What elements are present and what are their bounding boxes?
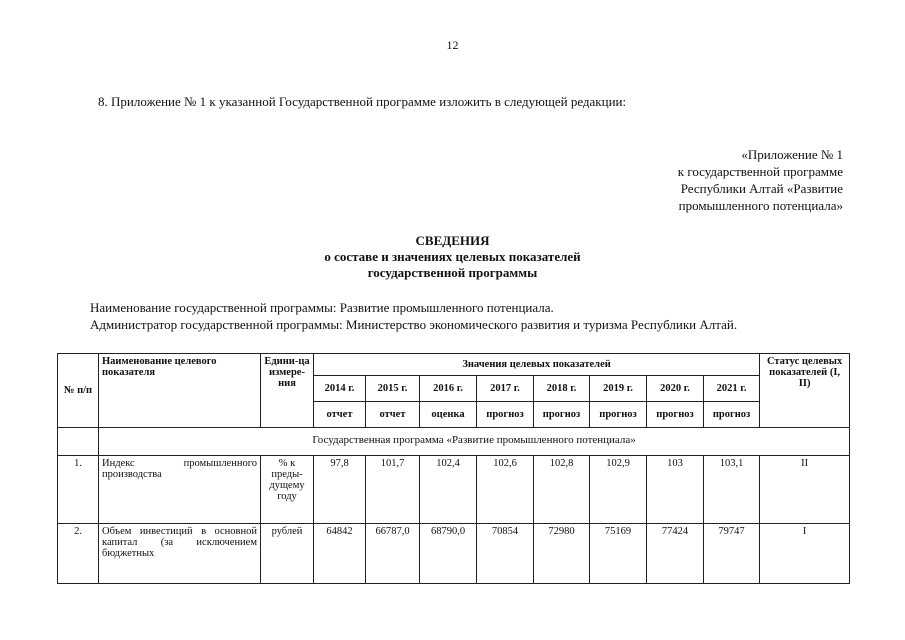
appendix-reference [678, 146, 843, 214]
heading-title: СВЕДЕНИЯ [415, 233, 490, 248]
row-unit: % к преды-дущему году [261, 456, 314, 524]
indicators-table [57, 353, 850, 584]
row-value: 75169 [590, 524, 647, 584]
header-kind: отчет [314, 402, 366, 428]
header-year: 2015 г. [366, 376, 420, 402]
row-num: 2. [58, 524, 99, 584]
document-heading [0, 233, 905, 281]
header-status: Статус целевых показателей (I, II) [760, 354, 850, 428]
header-name: Наименование целевого показателя [99, 354, 261, 428]
header-year: 2016 г. [420, 376, 477, 402]
table-row [58, 456, 850, 524]
table-row [58, 524, 850, 584]
appendix-line: «Приложение № 1 [741, 147, 843, 162]
row-name: Индекс промышленного производства [99, 456, 261, 524]
header-year: 2018 г. [534, 376, 590, 402]
header-year: 2017 г. [477, 376, 534, 402]
heading-subtitle: о составе и значениях целевых показателей [324, 249, 581, 264]
header-kind: прогноз [534, 402, 590, 428]
row-value: 79747 [704, 524, 760, 584]
header-values: Значения целевых показателей [314, 354, 760, 376]
appendix-line: Республики Алтай «Развитие [680, 181, 843, 196]
header-kind: прогноз [590, 402, 647, 428]
header-year: 2019 г. [590, 376, 647, 402]
header-kind: отчет [366, 402, 420, 428]
row-value: 102,4 [420, 456, 477, 524]
row-value: 102,9 [590, 456, 647, 524]
header-num: № п/п [58, 354, 99, 428]
header-kind: оценка [420, 402, 477, 428]
row-value: 77424 [647, 524, 704, 584]
row-num: 1. [58, 456, 99, 524]
header-kind: прогноз [477, 402, 534, 428]
row-value: 101,7 [366, 456, 420, 524]
header-kind: прогноз [704, 402, 760, 428]
row-value: 97,8 [314, 456, 366, 524]
header-kind: прогноз [647, 402, 704, 428]
header-unit: Едини-ца измере-ния [261, 354, 314, 428]
header-year: 2021 г. [704, 376, 760, 402]
section-title: Государственная программа «Развитие промышленного потенциала» [99, 428, 850, 456]
program-name-line: Наименование государственной программы: Развитие промышленного потенциала. [90, 300, 554, 315]
heading-subtitle: государственной программы [367, 265, 538, 280]
row-value: 103,1 [704, 456, 760, 524]
section-num-cell [58, 428, 99, 456]
appendix-line: промышленного потенциала» [678, 198, 843, 213]
row-value: 64842 [314, 524, 366, 584]
page-number: 12 [446, 38, 459, 52]
program-admin-line: Администратор государственной программы: Министерство экономического развития и туризма Республики Алтай. [90, 317, 738, 332]
row-value: 102,8 [534, 456, 590, 524]
row-value: 72980 [534, 524, 590, 584]
row-value: 66787,0 [366, 524, 420, 584]
intro-paragraph: 8. Приложение № 1 к указанной Государственной программе изложить в следующей редакции: [98, 94, 627, 109]
row-status: I [760, 524, 850, 584]
row-name: Объем инвестиций в основной капитал (за исключением бюджетных [99, 524, 261, 584]
appendix-line: к государственной программе [677, 164, 843, 179]
row-status: II [760, 456, 850, 524]
row-value: 102,6 [477, 456, 534, 524]
row-value: 70854 [477, 524, 534, 584]
row-value: 68790,0 [420, 524, 477, 584]
row-value: 103 [647, 456, 704, 524]
program-info [90, 299, 737, 333]
row-unit: рублей [261, 524, 314, 584]
header-year: 2014 г. [314, 376, 366, 402]
header-year: 2020 г. [647, 376, 704, 402]
